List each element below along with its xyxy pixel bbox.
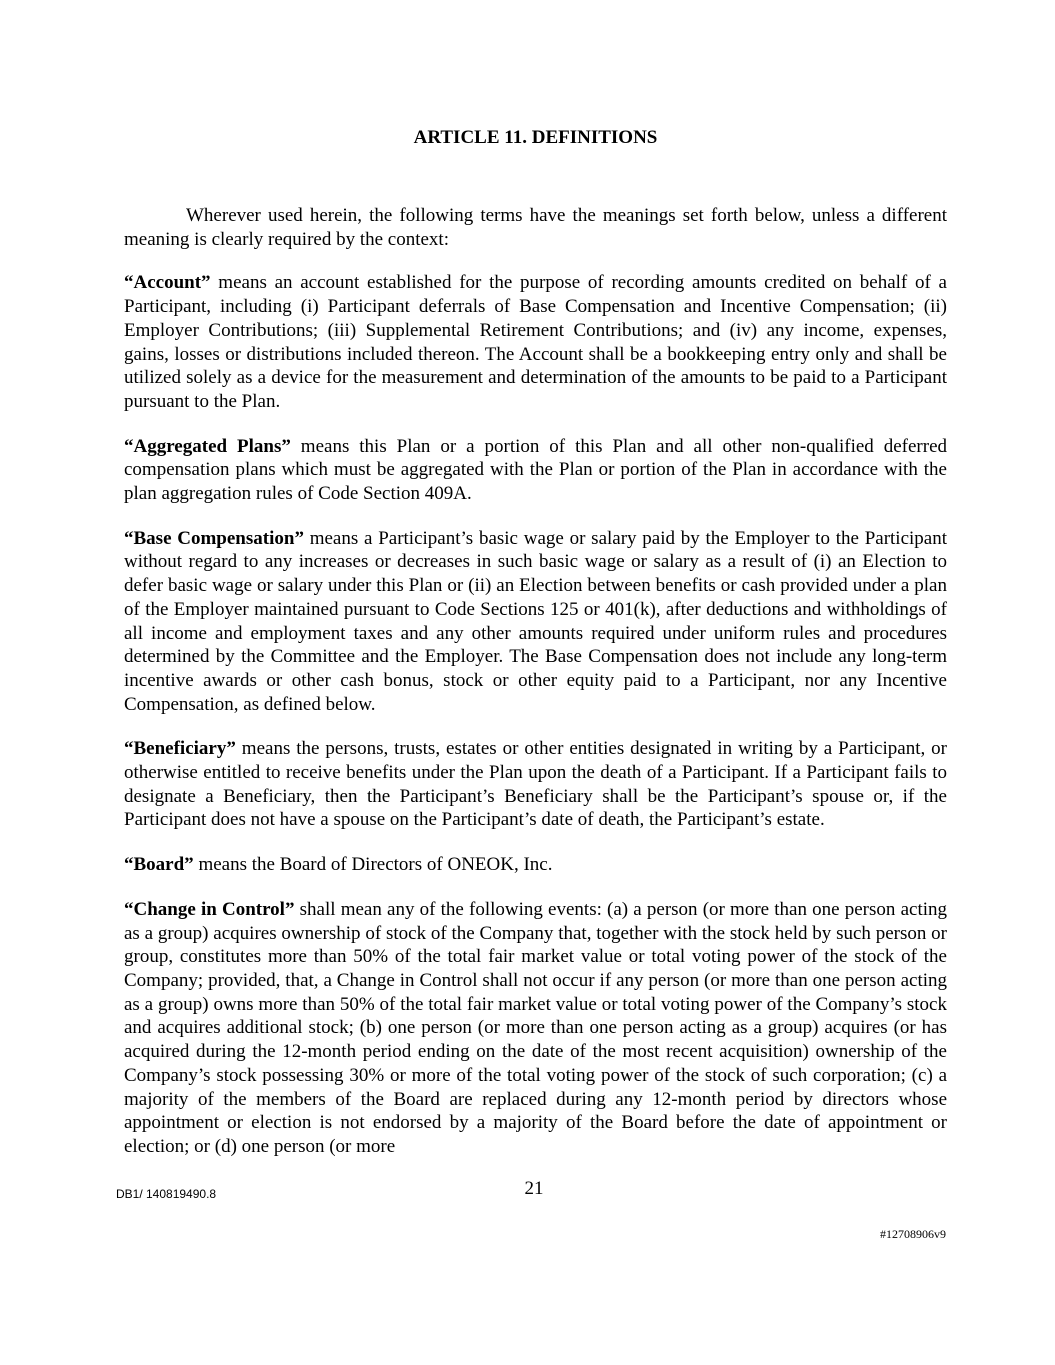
definition-account [124,271,947,413]
document-page [124,126,947,1180]
document-version: #12708906v9 [880,1227,946,1241]
intro-paragraph: Wherever used herein, the following terms have the meanings set forth below, unless a different meaning is clearly required by the context: [124,205,947,250]
definition-term: “Change in Control” [124,898,295,920]
definition-text: means the Board of Directors of ONEOK, Inc. [193,854,553,876]
definition-term: “Beneficiary” [124,738,236,760]
definition-change-in-control [124,898,947,1159]
page-number: 21 [524,1178,544,1199]
definition-term: “Board” [124,854,194,876]
definition-text: shall mean any of the following events: (a) a person (or more than one person acting as a group) acquires ownership of stock of the Company that, together with the stock held by such person or group, constitutes more than 50% of the total fair market value or total voting power of the stock of the Company; provided, that, a Change in Control shall not occur if any person (or more than one person acting as a group) owns more than 50% of the total fair market value or total voting power of the Company’s stock and acquires additional stock; (b) one person (or more than one person acting as a group) acquires (or has acquired during the 12-month period ending on the date of the most recent acquisition) ownership of the Company’s stock possessing 30% or more of the total voting power of the stock of such corporation; (c) a majority of the members of the Board are replaced during any 12-month period by directors whose appointment or election is not endorsed by a majority of the Board before the date of appointment or election; or (d) one person (or more [124,898,948,1157]
definition-base-compensation [124,527,947,717]
definition-term: “Account” [124,272,211,294]
definition-text: means the persons, trusts, estates or other entities designated in writing by a Participant, or otherwise entitled to receive benefits under the Plan upon the death of a Participant. If a Participant fails to designate a Beneficiary, then the Participant’s Beneficiary shall be the Participant’s spouse or, if the Participant does not have a spouse on the Participant’s date of death, the Participant’s estate. [124,738,947,831]
definition-board [124,853,947,877]
definition-text: means an account established for the purpose of recording amounts credited on behalf of a Participant, including (i) Participant deferrals of Base Compensation and Incentive Compensation; (ii) Employer Contributions; (iii) Supplemental Retirement Contributions; and (iv) any income, expenses, gains, losses or distributions included thereon. The Account shall be a bookkeeping entry only and shall be utilized solely as a device for the measurement and determination of the amounts to be paid to a Participant pursuant to the Plan. [124,272,947,412]
article-title: ARTICLE 11. DEFINITIONS [413,127,658,148]
definition-text: means this Plan or a portion of this Plan and all other non-qualified deferred compensation plans which must be aggregated with the Plan or portion of the Plan in accordance with the plan aggregation rules of Code Section 409A. [124,435,947,505]
definition-text: means a Participant’s basic wage or salary paid by the Employer to the Participant without regard to any increases or decreases in such basic wage or salary as a result of (i) an Election to defer basic wage or salary under this Plan or (ii) an Election between benefits or cash provided under a plan of the Employer maintained pursuant to Code Sections 125 or 401(k), after deductions and withholdings of all income and employment taxes and any other amounts required under uniform rules and procedures determined by the Committee and the Employer. The Base Compensation does not include any long-term incentive awards or other cash bonus, stock or other equity paid to a Participant, nor any Incentive Compensation, as defined below. [124,527,948,715]
definition-term: “Aggregated Plans” [124,435,291,457]
definition-aggregated-plans [124,435,947,506]
document-id: DB1/ 140819490.8 [116,1187,217,1201]
definition-beneficiary [124,737,947,832]
definition-term: “Base Compensation” [124,527,304,549]
